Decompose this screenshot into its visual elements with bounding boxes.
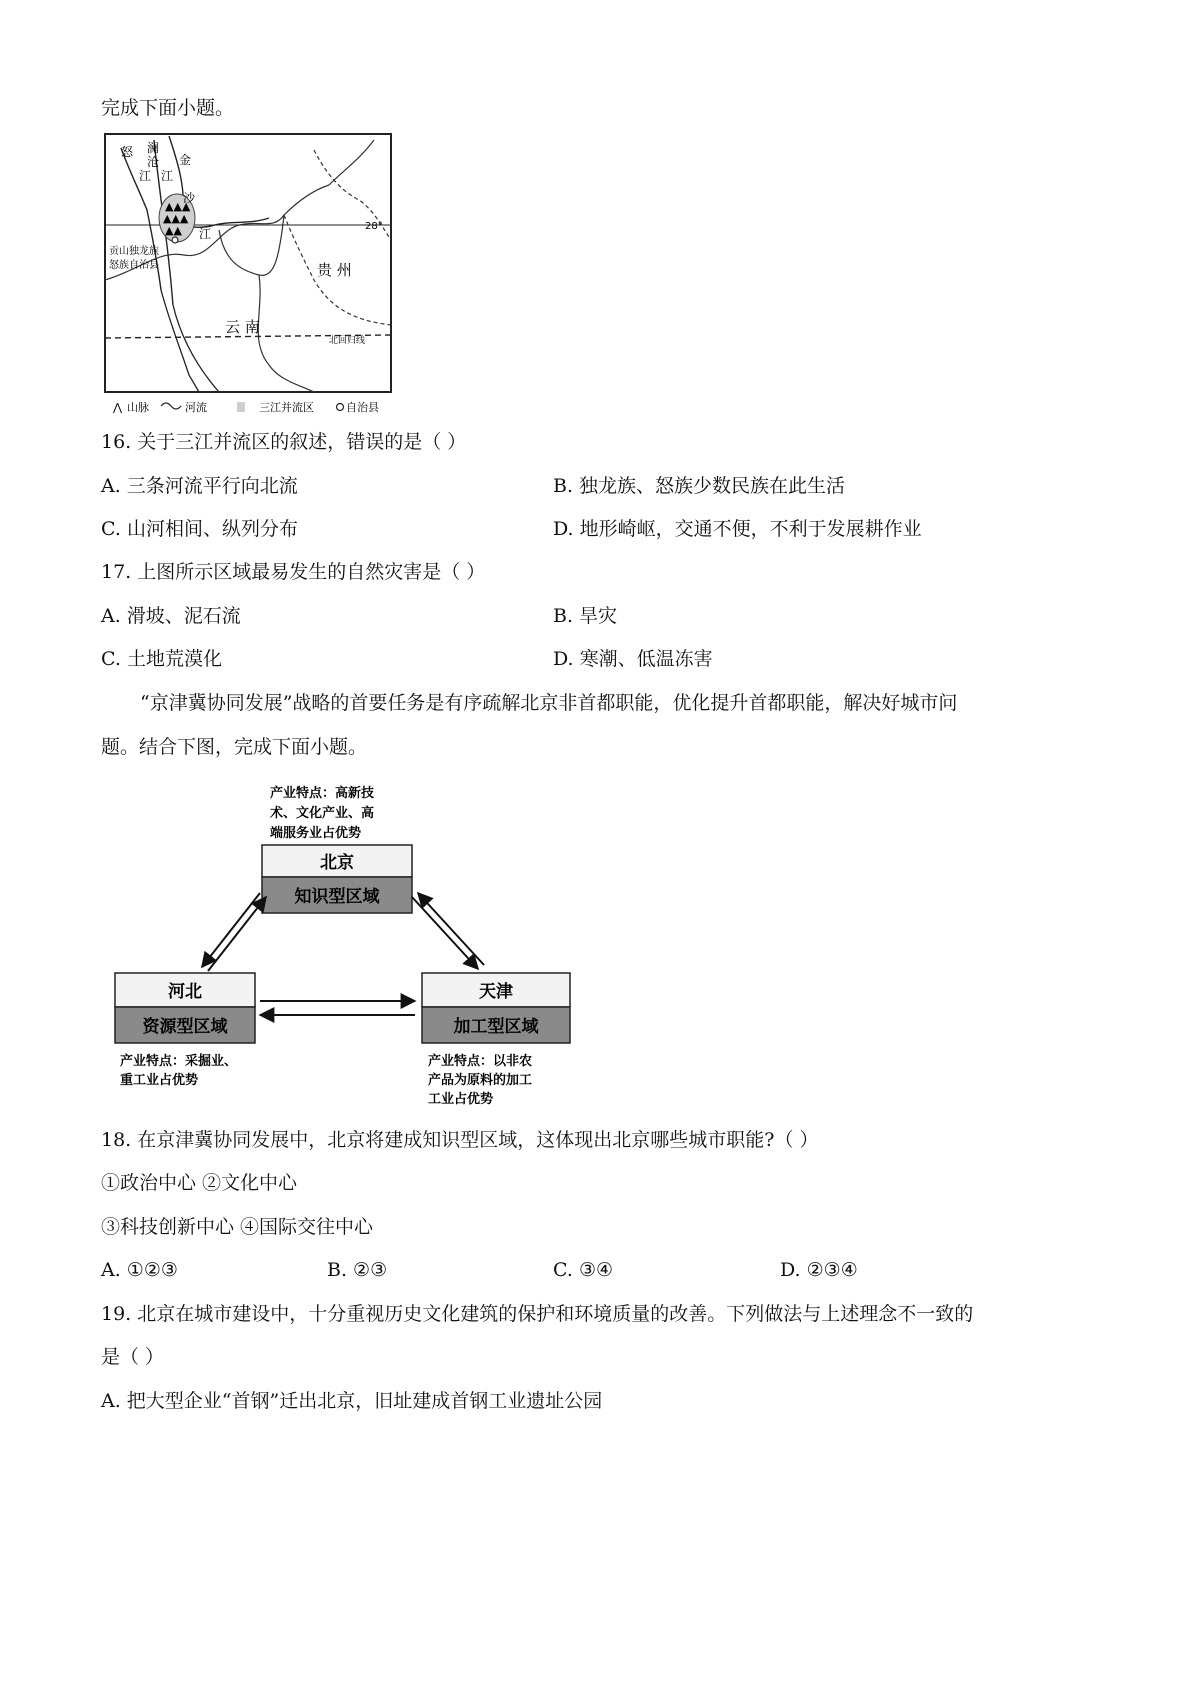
q18-option-b[interactable]: B. ②③	[327, 1259, 388, 1281]
legend-county: 自治县	[346, 401, 379, 414]
q18-items-2: ③科技创新中心 ④国际交往中心	[101, 1216, 374, 1238]
svg-text:▲▲▲: ▲▲▲	[163, 212, 189, 225]
arrow-beijing-tianjin	[412, 893, 484, 969]
beijing-name: 北京	[320, 853, 354, 873]
q16-option-d[interactable]: D. 地形崎岖，交通不便，不利于发展耕作业	[553, 518, 922, 540]
q18-option-d[interactable]: D. ②③④	[780, 1259, 858, 1281]
label-county-2: 怒族自治县	[109, 260, 159, 271]
three-rivers-map	[99, 130, 399, 420]
q18-option-c[interactable]: C. ③④	[553, 1259, 614, 1281]
q18-stem: 18. 在京津冀协同发展中，北京将建成知识型区域，这体现出北京哪些城市职能?（ ）	[101, 1129, 819, 1151]
q19-stem-2: 是（ ）	[101, 1346, 165, 1368]
label-tropic: 北回归线	[329, 336, 366, 346]
hebei-box	[115, 973, 255, 1043]
hebei-type: 资源型区域	[142, 1017, 228, 1037]
q17-option-b[interactable]: B. 旱灾	[553, 605, 618, 627]
label-jiang-right: 江	[199, 227, 212, 241]
q19-option-a[interactable]: A. 把大型企业“首钢”迁出北京，旧址建成首钢工业遗址公园	[101, 1390, 603, 1412]
q16-option-a[interactable]: A. 三条河流平行向北流	[101, 475, 298, 497]
passage-line-1: “京津冀协同发展”战略的首要任务是有序疏解北京非首都职能，优化提升首都职能，解决好城市问	[140, 692, 958, 714]
label-jin: 金	[179, 153, 192, 167]
q16-option-c[interactable]: C. 山河相间、纵列分布	[101, 518, 298, 540]
hebei-note-1: 产业特点：采掘业、	[120, 1054, 238, 1069]
q17-stem: 17. 上图所示区域最易发生的自然灾害是（ ）	[101, 561, 486, 583]
tianjin-type: 加工型区域	[453, 1017, 539, 1037]
label-jiang-left: 江	[139, 169, 152, 183]
q17-option-d[interactable]: D. 寒潮、低温冻害	[553, 648, 713, 670]
q18-option-a[interactable]: A. ①②③	[101, 1259, 178, 1281]
river-icon	[161, 403, 181, 409]
label-latitude: 28°	[365, 221, 383, 232]
beijing-note-2: 术、文化产业、高	[270, 806, 375, 821]
label-nu: 怒	[121, 145, 134, 159]
passage-line-2: 题。结合下图，完成下面小题。	[101, 736, 368, 758]
label-county-1: 贡山独龙族	[109, 246, 159, 257]
county-dot	[172, 237, 178, 243]
beijing-type: 知识型区域	[294, 887, 380, 907]
beijing-box	[262, 845, 412, 913]
arrow-beijing-hebei	[202, 893, 266, 971]
label-lan: 澜	[147, 141, 160, 155]
tianjin-box	[422, 973, 570, 1043]
q16-option-b[interactable]: B. 独龙族、怒族少数民族在此生活	[553, 475, 846, 497]
label-jiang-mid: 江	[161, 169, 174, 183]
svg-text:▲▲▲: ▲▲▲	[165, 200, 191, 213]
label-guizhou: 贵 州	[317, 261, 352, 279]
legend-mountain: 山脉	[127, 401, 149, 414]
hebei-name: 河北	[168, 982, 202, 1002]
hebei-note-2: 重工业占优势	[120, 1073, 199, 1088]
q18-items-1: ①政治中心 ②文化中心	[101, 1172, 298, 1194]
q16-stem: 16. 关于三江并流区的叙述，错误的是（ ）	[101, 431, 467, 453]
jjj-diagram	[110, 775, 590, 1110]
mountain-icon: ⋀	[113, 401, 123, 414]
beijing-note-3: 端服务业占优势	[270, 826, 362, 841]
q17-option-c[interactable]: C. 土地荒漠化	[101, 648, 222, 670]
tianjin-note-3: 工业占优势	[428, 1092, 494, 1107]
legend-river: 河流	[185, 401, 207, 414]
svg-text:▲▲: ▲▲	[165, 224, 182, 237]
q19-stem-1: 19. 北京在城市建设中，十分重视历史文化建筑的保护和环境质量的改善。下列做法与上述理念不一致的	[101, 1303, 974, 1325]
county-icon	[337, 404, 344, 411]
label-cang: 沧	[147, 155, 160, 169]
intro-text: 完成下面小题。	[101, 97, 235, 119]
arrow-hebei-tianjin	[260, 1001, 415, 1015]
label-yunnan: 云 南	[225, 318, 260, 336]
legend-area: 三江并流区	[259, 401, 314, 414]
label-sha: 沙	[183, 191, 196, 205]
tianjin-name: 天津	[479, 982, 513, 1002]
area-icon	[237, 402, 245, 412]
tianjin-note-2: 产品为原料的加工	[428, 1073, 533, 1088]
beijing-note-1: 产业特点：高新技	[270, 786, 375, 801]
tianjin-note-1: 产业特点：以非农	[428, 1054, 533, 1069]
q17-option-a[interactable]: A. 滑坡、泥石流	[101, 605, 241, 627]
